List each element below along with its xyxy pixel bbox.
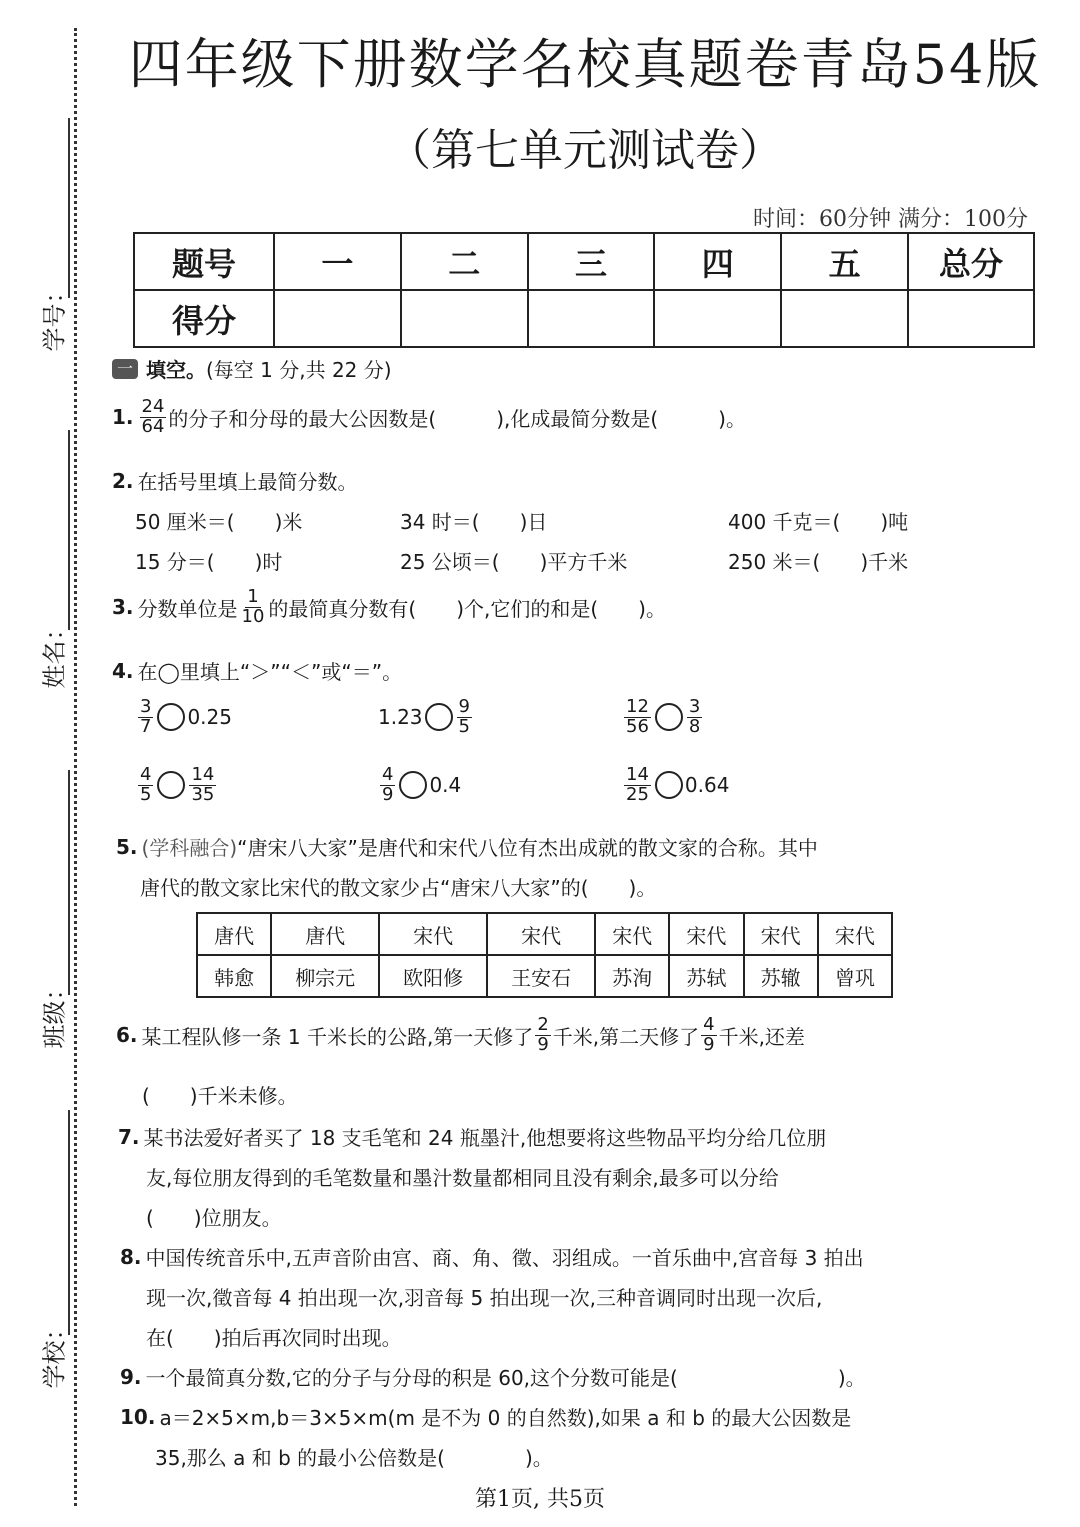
numerator: 3 [688, 696, 701, 717]
compare-value: 0.25 [187, 705, 232, 730]
fraction [189, 766, 216, 805]
question-text: 35,那么 a 和 b 的最小公倍数是( )。 [155, 1446, 553, 1470]
denominator: 35 [191, 783, 215, 805]
compare-item [622, 766, 729, 805]
name-field [20, 430, 80, 700]
student-number-field [20, 118, 80, 358]
compare-value: 1.23 [378, 705, 423, 730]
poet-name-cell: 苏轼 [669, 955, 743, 997]
compare-circle[interactable] [399, 771, 427, 799]
denominator: 9 [703, 1033, 715, 1055]
numerator: 4 [140, 764, 152, 785]
denominator: 56 [626, 715, 649, 737]
denominator: 10 [241, 605, 265, 627]
score-header-cell: 总分 [908, 233, 1034, 290]
question-text: 在括号里填上最简分数。 [137, 470, 358, 494]
question-text: ( )位朋友。 [146, 1206, 282, 1230]
conversion-item: 15 分＝( )时 [135, 550, 283, 574]
question-number: 2. [112, 468, 134, 493]
denominator: 64 [141, 415, 165, 437]
numerator: 1 [247, 586, 259, 607]
subject-tag: (学科融合) [141, 836, 238, 860]
fraction [701, 1016, 716, 1055]
dynasty-cell: 宋代 [818, 913, 892, 955]
conversion-item: 50 厘米＝( )米 [135, 510, 303, 534]
fraction [624, 698, 651, 737]
dynasty-cell: 宋代 [669, 913, 743, 955]
question-number: 10. [120, 1404, 156, 1429]
student-number-line [68, 118, 70, 298]
name-line [68, 430, 70, 630]
question-5 [116, 832, 818, 861]
question-2 [112, 466, 358, 495]
compare-circle[interactable] [157, 771, 185, 799]
fraction [457, 698, 472, 737]
denominator: 9 [537, 1033, 549, 1055]
score-header-cell: 题号 [134, 233, 274, 290]
compare-item [378, 766, 461, 805]
question-9 [120, 1362, 866, 1391]
section-title: 填空。 [146, 358, 206, 382]
class-line [68, 770, 70, 995]
question-text: 千米,第二天修了 [552, 1024, 700, 1049]
numerator: 24 [141, 396, 165, 417]
section-note: (每空 1 分,共 22 分) [206, 358, 392, 382]
compare-circle[interactable] [425, 703, 453, 731]
fraction [535, 1016, 550, 1055]
question-text: 某工程队修一条 1 千米长的公路,第一天修了 [141, 1024, 534, 1049]
compare-value: 0.64 [684, 773, 730, 798]
question-7 [118, 1122, 826, 1151]
score-value-row [134, 290, 1034, 347]
denominator: 5 [140, 783, 152, 805]
question-10 [120, 1402, 851, 1431]
score-header-row [134, 233, 1034, 290]
compare-item [378, 698, 474, 737]
question-text: 的最简真分数有( )个,它们的和是( )。 [268, 596, 666, 621]
question-number: 4. [112, 658, 134, 683]
student-number-label: 学号： [40, 279, 69, 352]
conversion-item: 400 千克＝( )吨 [728, 510, 909, 534]
score-header-cell: 三 [528, 233, 655, 290]
dynasty-cell: 宋代 [487, 913, 595, 955]
denominator: 5 [458, 715, 470, 737]
compare-value: 0.4 [429, 773, 462, 798]
numerator: 4 [703, 1014, 715, 1035]
denominator: 9 [382, 783, 394, 805]
question-text: 唐代的散文家比宋代的散文家少占“唐宋八大家”的( )。 [140, 876, 657, 900]
question-number: 3. [112, 595, 134, 620]
question-1 [112, 398, 746, 437]
question-number: 7. [118, 1124, 140, 1149]
numerator: 14 [191, 764, 215, 785]
score-input-cell[interactable] [274, 290, 401, 347]
page-number: 第1页, 共5页 [475, 1487, 605, 1512]
question-6 [116, 1016, 805, 1055]
question-number: 6. [116, 1023, 138, 1048]
dynasty-cell: 宋代 [744, 913, 818, 955]
time-score-info: 时间：60分钟 满分：100分 [753, 207, 1028, 232]
fraction [624, 766, 651, 805]
question-text: 分数单位是 [137, 596, 238, 621]
question-text: 的分子和分母的最大公因数是( ),化成最简分数是( )。 [168, 406, 746, 431]
conversion-item: 25 公顷＝( )平方千米 [400, 550, 628, 574]
score-row-label: 得分 [134, 290, 274, 347]
poets-table [196, 912, 893, 998]
question-text: 某书法爱好者买了 18 支毛笔和 24 瓶墨汁,他想要将这些物品平均分给几位朋 [143, 1126, 827, 1150]
denominator: 8 [688, 715, 701, 737]
numerator: 14 [626, 764, 649, 785]
question-8 [120, 1242, 864, 1271]
fraction [138, 766, 153, 805]
question-number: 9. [120, 1364, 142, 1389]
score-header-cell: 二 [401, 233, 528, 290]
name-label: 姓名： [40, 616, 69, 689]
name-row [197, 955, 892, 997]
compare-circle[interactable] [655, 771, 683, 799]
denominator: 7 [140, 715, 152, 737]
score-header-cell: 五 [781, 233, 908, 290]
numerator: 4 [382, 764, 394, 785]
score-input-cell[interactable] [528, 290, 655, 347]
numerator: 12 [626, 696, 649, 717]
school-label: 学校： [40, 1316, 69, 1389]
poet-name-cell: 韩愈 [197, 955, 271, 997]
fraction [240, 588, 267, 627]
question-text: 一个最简真分数,它的分子与分母的积是 60,这个分数可能是( )。 [145, 1366, 866, 1390]
poet-name-cell: 王安石 [487, 955, 595, 997]
dynasty-cell: 宋代 [379, 913, 487, 955]
page-title: 四年级下册数学名校真题卷青岛54版 [128, 33, 1042, 96]
poet-name-cell: 苏辙 [744, 955, 818, 997]
question-text: “唐宋八大家”是唐代和宋代八位有杰出成就的散文家的合称。其中 [237, 836, 818, 860]
dynasty-row [197, 913, 892, 955]
question-text: 中国传统音乐中,五声音阶由宫、商、角、徵、羽组成。一首乐曲中,宫音每 3 拍出 [145, 1246, 864, 1270]
question-number: 8. [120, 1244, 142, 1269]
conversion-item: 34 时＝( )日 [400, 510, 548, 534]
score-header-cell: 四 [654, 233, 781, 290]
compare-circle[interactable] [157, 703, 185, 731]
dynasty-cell: 宋代 [595, 913, 669, 955]
denominator: 25 [626, 783, 649, 805]
question-text: 在( )拍后再次同时出现。 [146, 1326, 402, 1350]
fraction [140, 398, 167, 437]
dynasty-cell: 唐代 [197, 913, 271, 955]
score-header-cell: 一 [274, 233, 401, 290]
question-4 [112, 656, 402, 685]
class-label: 班级： [40, 976, 69, 1049]
dynasty-cell: 唐代 [271, 913, 379, 955]
question-number: 1. [112, 405, 134, 430]
fraction [687, 698, 702, 737]
page-subtitle: （第七单元测试卷） [387, 125, 783, 176]
poet-name-cell: 柳宗元 [271, 955, 379, 997]
score-table [133, 232, 1035, 348]
question-text: 在◯里填上“＞”“＜”或“＝”。 [137, 660, 403, 684]
question-text: ( )千米未修。 [142, 1084, 298, 1108]
compare-item [622, 698, 704, 737]
fraction [138, 698, 153, 737]
score-input-cell[interactable] [401, 290, 528, 347]
conversion-item: 250 米＝( )千米 [728, 550, 909, 574]
fraction [380, 766, 395, 805]
compare-circle[interactable] [655, 703, 683, 731]
question-number: 5. [116, 834, 138, 859]
numerator: 3 [140, 696, 152, 717]
question-text: 现一次,徵音每 4 拍出现一次,羽音每 5 拍出现一次,三种音调同时出现一次后, [146, 1286, 823, 1310]
numerator: 2 [537, 1014, 549, 1035]
question-text: a＝2×5×m,b＝3×5×m(m 是不为 0 的自然数),如果 a 和 b 的最大公因数是 [159, 1406, 852, 1430]
question-text: 千米,还差 [718, 1024, 805, 1049]
poet-name-cell: 曾巩 [818, 955, 892, 997]
question-text: 友,每位朋友得到的毛笔数量和墨汁数量都相同且没有剩余,最多可以分给 [146, 1166, 779, 1190]
class-field [20, 770, 80, 1060]
section-heading [112, 354, 392, 383]
numerator: 9 [458, 696, 470, 717]
question-3 [112, 588, 666, 627]
compare-item [136, 698, 232, 737]
poet-name-cell: 苏洵 [595, 955, 669, 997]
section-number-icon: 一 [112, 359, 138, 379]
school-field [20, 1110, 80, 1400]
compare-item [136, 766, 218, 805]
school-line [68, 1110, 70, 1335]
score-input-cell[interactable] [908, 290, 1034, 347]
poet-name-cell: 欧阳修 [379, 955, 487, 997]
score-input-cell[interactable] [654, 290, 781, 347]
score-input-cell[interactable] [781, 290, 908, 347]
